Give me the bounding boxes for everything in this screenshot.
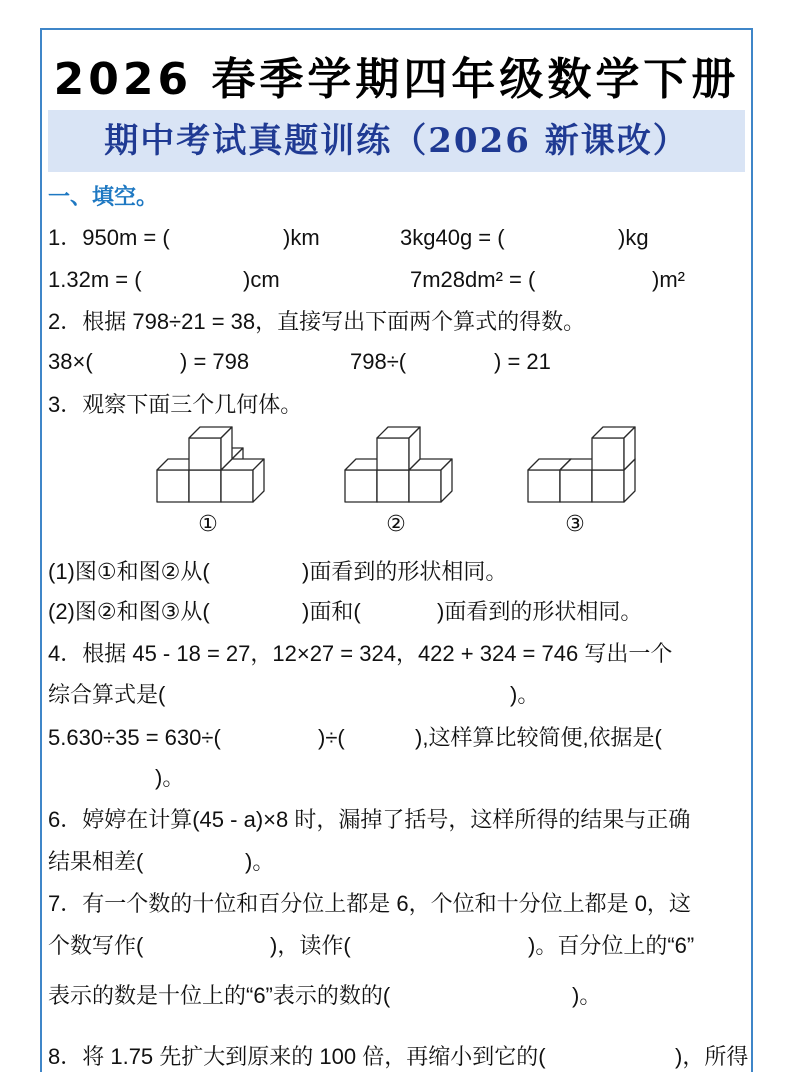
- cube-front-face: [528, 470, 560, 502]
- q2-text: ) = 21: [494, 349, 551, 374]
- cube-front-face: [560, 470, 592, 502]
- q4-text: 综合算式是(: [48, 682, 166, 707]
- cube-front-face: [345, 470, 377, 502]
- q1-line-2: [48, 265, 750, 295]
- q6-text: 6．婷婷在计算(45 - a)×8 时，漏掉了括号，这样所得的结果与正确: [48, 807, 691, 832]
- q1-text: )cm: [243, 267, 280, 292]
- q4-line-2: [48, 680, 750, 710]
- q5-text: )÷(: [318, 725, 345, 750]
- q3-part-2: [48, 597, 750, 627]
- q4-line-1: [48, 639, 750, 669]
- q7-text: 表示的数是十位上的“6”表示的数的(: [48, 983, 391, 1008]
- q8-text: )，所得: [675, 1044, 749, 1069]
- q5-text: )。: [155, 765, 185, 790]
- q7-line-2: [48, 931, 750, 961]
- section-heading: 一、填空。: [48, 184, 159, 209]
- subtitle-band: [48, 110, 745, 172]
- q3-text: (2)图②和图③从(: [48, 599, 210, 624]
- figure-label-3: ③: [565, 512, 585, 537]
- cube-front-face: [592, 470, 624, 502]
- q7-text: 7．有一个数的十位和百分位上都是 6，个位和十分位上都是 0，这: [48, 891, 691, 916]
- cube-front-face: [592, 438, 624, 470]
- q1-text: 7m28dm² = (: [410, 267, 536, 292]
- q4-text: 4．根据 45 - 18 = 27，12×27 = 324，422 + 324 = 746 写出一个: [48, 641, 673, 666]
- geometric-solids-figure: [150, 420, 645, 510]
- q1-text: 1.32m = (: [48, 267, 142, 292]
- q2-stem: [48, 307, 750, 337]
- q6-line-1: [48, 805, 750, 835]
- cube-front-face: [377, 470, 409, 502]
- q1-text: 1．950m = (: [48, 225, 170, 250]
- q6-text: 结果相差(: [48, 849, 144, 874]
- q7-text: )。百分位上的“6”: [528, 933, 695, 958]
- q2-line-1: [48, 347, 750, 377]
- q5-line-2: [48, 763, 750, 793]
- q6-line-2: [48, 847, 750, 877]
- q1-text: )m²: [652, 267, 685, 292]
- q2-text: ) = 798: [180, 349, 250, 374]
- q3-text: (1)图①和图②从(: [48, 559, 210, 584]
- q7-text: 个数写作(: [48, 933, 144, 958]
- q3-text: )面和(: [302, 599, 361, 624]
- q3-text: )面看到的形状相同。: [302, 559, 508, 584]
- cube-front-face: [189, 438, 221, 470]
- q1-text: 3kg40g = (: [400, 225, 505, 250]
- q3-text: )面看到的形状相同。: [437, 599, 643, 624]
- q2-text: 798÷(: [350, 349, 407, 374]
- q1-text: )kg: [618, 225, 649, 250]
- solid-figure-1: [157, 427, 264, 502]
- solid-figure-2: [345, 427, 452, 502]
- q7-text: )，读作(: [270, 933, 351, 958]
- q1-text: )km: [283, 225, 320, 250]
- q5-line-1: [48, 723, 750, 753]
- exam-subtitle: 期中考试真题训练（2026 新课改）: [104, 121, 689, 161]
- cube-front-face: [409, 470, 441, 502]
- solid-figure-3: [528, 427, 635, 502]
- q8-text: 8．将 1.75 先扩大到原来的 100 倍，再缩小到它的(: [48, 1044, 546, 1069]
- cube-front-face: [377, 438, 409, 470]
- q1-line-1: [48, 223, 750, 253]
- q3-part-1: [48, 557, 750, 587]
- cube-front-face: [221, 470, 253, 502]
- q7-line-3: [48, 981, 750, 1011]
- q3-stem: [48, 390, 750, 420]
- cube-front-face: [189, 470, 221, 502]
- exam-title: 2026 春季学期四年级数学下册: [53, 54, 740, 105]
- q2-text: 2．根据 798÷21 = 38，直接写出下面两个算式的得数。: [48, 309, 586, 334]
- q8-line-1: [48, 1042, 750, 1072]
- figure-label-2: ②: [386, 512, 406, 537]
- q3-text: 3．观察下面三个几何体。: [48, 392, 303, 417]
- q5-text: 5.630÷35 = 630÷(: [48, 725, 221, 750]
- q4-text: )。: [510, 682, 540, 707]
- q5-text: ),这样算比较简便,依据是(: [415, 725, 662, 750]
- q6-text: )。: [245, 849, 275, 874]
- figure-label-1: ①: [198, 512, 218, 537]
- q2-text: 38×(: [48, 349, 93, 374]
- cube-front-face: [157, 470, 189, 502]
- q7-line-1: [48, 889, 750, 919]
- q7-text: )。: [572, 983, 602, 1008]
